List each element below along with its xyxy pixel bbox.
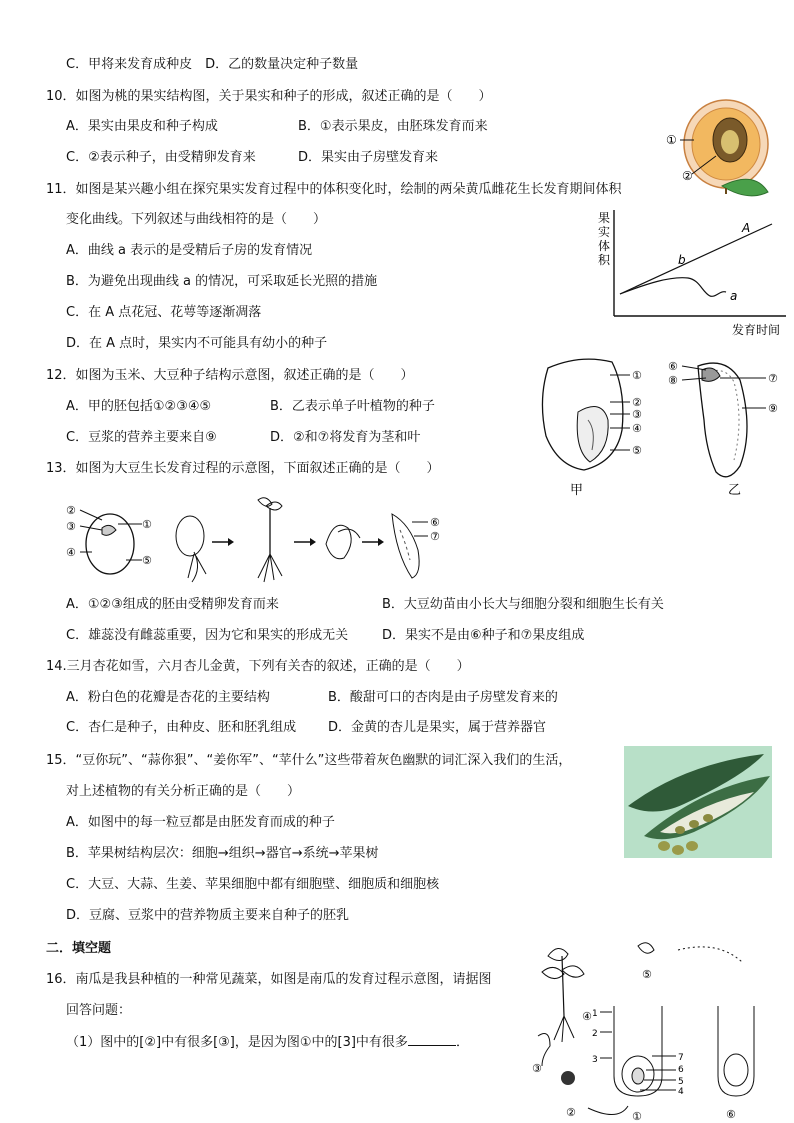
q12-option-c: C．豆浆的营养主要来自⑨ xyxy=(66,430,217,445)
jia-label-2: ② xyxy=(632,396,642,409)
curve-a-label: a xyxy=(730,289,738,303)
q14-option-d: D．金黄的杏儿是果实，属于营养器官 xyxy=(328,720,547,735)
q13-stem: 13．如图为大豆生长发育过程的示意图，下面叙述正确的是（ ） xyxy=(46,461,440,476)
q12-option-b: B．乙表示单子叶植物的种子 xyxy=(270,399,435,414)
q15-stem-line1: 15．“豆你玩”、“蒜你狠”、“姜你军”、“苹什么”这些带着灰色幽默的词汇深入我们的生活， xyxy=(46,753,572,768)
jia-label-3: ③ xyxy=(632,408,642,421)
q13-option-c: C．雄蕊没有雌蕊重要，因为它和果实的形成无关 xyxy=(66,628,349,643)
pumpkin-stage-2: ② xyxy=(566,1106,576,1119)
ovary-label-4: 4 xyxy=(678,1087,684,1097)
yi-label-6: ⑥ xyxy=(668,360,678,373)
pumpkin-stage-4: ④ xyxy=(582,1010,592,1023)
soybean-growth-figure xyxy=(62,494,462,590)
yi-label-9: ⑨ xyxy=(768,402,778,415)
x-axis-label: 发育时间 xyxy=(732,323,781,337)
jia-caption: 甲 xyxy=(570,483,584,498)
growth-label-6: ⑥ xyxy=(430,516,440,529)
growth-label-4: ④ xyxy=(66,546,76,559)
y-label-char2: 实 xyxy=(598,225,611,239)
q12-stem: 12．如图为玉米、大豆种子结构示意图，叙述正确的是（ ） xyxy=(46,368,414,383)
jia-label-4: ④ xyxy=(632,422,642,435)
q11-option-c: C．在 A 点花冠、花萼等逐渐凋落 xyxy=(66,305,262,320)
q13-option-a: A．①②③组成的胚由受精卵发育而来 xyxy=(66,597,279,612)
growth-label-7: ⑦ xyxy=(430,530,440,543)
q10-option-a: A．果实由果皮和种子构成 xyxy=(66,119,218,134)
q10-option-b: B．①表示果皮，由胚珠发育而来 xyxy=(298,119,488,134)
q16-stem-line1: 16．南瓜是我县种植的一种常见蔬菜，如图是南瓜的发育过程示意图，请据图 xyxy=(46,972,492,987)
q15-stem-line2: 对上述植物的有关分析正确的是（ ） xyxy=(66,784,301,799)
growth-label-1: ① xyxy=(142,518,152,531)
q11-stem-line2: 变化曲线。下列叙述与曲线相符的是（ ） xyxy=(66,212,327,227)
q10-option-d: D．果实由子房壁发育来 xyxy=(298,150,439,165)
jia-label-1: ① xyxy=(632,369,642,382)
q10-stem: 10．如图为桃的果实结构图，关于果实和种子的形成，叙述正确的是（ ） xyxy=(46,89,492,104)
peach-label-1: ① xyxy=(666,133,677,147)
q12-option-a: A．甲的胚包括①②③④⑤ xyxy=(66,399,212,414)
y-label-char1: 果 xyxy=(598,211,611,225)
pumpkin-stage-5: ⑤ xyxy=(642,968,652,981)
q11-option-a: A．曲线 a 表示的是受精后子房的发育情况 xyxy=(66,243,313,258)
curve-b-label: b xyxy=(678,253,686,267)
yi-label-8: ⑧ xyxy=(668,374,678,387)
q14-option-b: B．酸甜可口的杏肉是由子房壁发育来的 xyxy=(328,690,558,705)
pumpkin-stage-3: ③ xyxy=(532,1062,542,1075)
ovary-label-6: 6 xyxy=(678,1065,684,1075)
section-title-fill-in: 二．填空题 xyxy=(46,941,112,956)
fruit-volume-chart xyxy=(590,208,790,340)
yi-label-7: ⑦ xyxy=(768,372,778,385)
q15-option-b: B．苹果树结构层次：细胞→组织→器官→系统→苹果树 xyxy=(66,846,379,861)
q15-option-c: C．大豆、大蒜、生姜、苹果细胞中都有细胞壁、细胞质和细胞核 xyxy=(66,877,440,892)
q16-sub1-blank[interactable] xyxy=(408,1033,456,1046)
q9-options-line: C．甲将来发育成种皮 D．乙的数量决定种子数量 xyxy=(66,57,359,72)
pumpkin-stage-6: ⑥ xyxy=(726,1108,736,1121)
q16-sub1-end: ． xyxy=(455,1035,469,1050)
y-label-char3: 体 xyxy=(598,239,611,253)
q16-stem-line2: 回答问题： xyxy=(66,1003,132,1018)
q10-option-c: C．②表示种子，由受精卵发育来 xyxy=(66,150,256,165)
growth-label-3: ③ xyxy=(66,520,76,533)
ovary-label-1: 1 xyxy=(592,1009,598,1019)
q14-option-a: A．粉白色的花瓣是杏花的主要结构 xyxy=(66,690,270,705)
q13-option-b: B．大豆幼苗由小长大与细胞分裂和细胞生长有关 xyxy=(382,597,664,612)
q11-option-b: B．为避免出现曲线 a 的情况，可采取延长光照的措施 xyxy=(66,274,378,289)
q16-sub1-text: （1）图中的[②]中有很多[③]，是因为图①中的[3]中有很多 xyxy=(66,1035,408,1050)
peach-fruit-figure xyxy=(664,92,774,204)
growth-label-2: ② xyxy=(66,504,76,517)
y-label-char4: 积 xyxy=(598,253,611,267)
ovary-label-3: 3 xyxy=(592,1055,598,1065)
ovary-label-5: 5 xyxy=(678,1077,684,1087)
q12-option-d: D．②和⑦将发育为茎和叶 xyxy=(270,430,421,445)
q13-option-d: D．果实不是由⑥种子和⑦果皮组成 xyxy=(382,628,585,643)
q11-stem-line1: 11．如图是某兴趣小组在探究果实发育过程中的体积变化时，绘制的两朵黄瓜雌花生长发育期间体积 xyxy=(46,182,622,197)
pumpkin-development-figure xyxy=(528,936,774,1122)
pumpkin-stage-1: ① xyxy=(632,1110,642,1122)
peach-label-2: ② xyxy=(682,169,693,183)
curve-A-label: A xyxy=(742,221,751,235)
ovary-label-2: 2 xyxy=(592,1029,598,1039)
growth-label-5: ⑤ xyxy=(142,554,152,567)
q14-option-c: C．杏仁是种子，由种皮、胚和胚乳组成 xyxy=(66,720,297,735)
seed-structure-figure xyxy=(530,350,792,500)
yi-caption: 乙 xyxy=(728,483,742,498)
bean-pod-photo xyxy=(624,746,772,858)
q15-option-a: A．如图中的每一粒豆都是由胚发育而成的种子 xyxy=(66,815,335,830)
q15-option-d: D．豆腐、豆浆中的营养物质主要来自种子的胚乳 xyxy=(66,908,350,923)
q11-option-d: D．在 A 点时，果实内不可能具有幼小的种子 xyxy=(66,336,328,351)
ovary-label-7: 7 xyxy=(678,1053,684,1063)
q14-stem: 14.三月杏花如雪，六月杏儿金黄，下列有关杏的叙述，正确的是（ ） xyxy=(46,659,470,674)
q16-sub1 xyxy=(66,1033,469,1052)
jia-label-5: ⑤ xyxy=(632,444,642,457)
